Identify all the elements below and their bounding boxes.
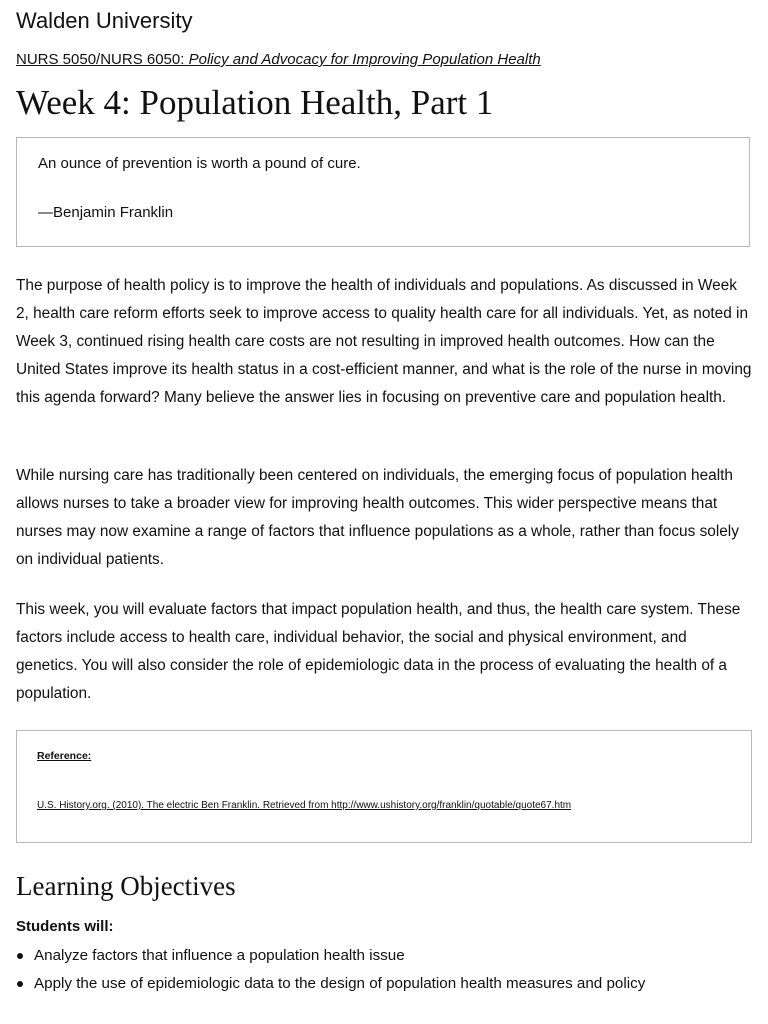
intro-paragraph-3: This week, you will evaluate factors that impact population health, and thus, the health care system. These factors include access to health care, individual behavior, the social and physical environment, and genetics. You will also consider the role of epidemiologic data in the process of evaluating the health of a population. — [16, 601, 741, 702]
reference-label: Reference: — [37, 750, 92, 762]
quote-text: An ounce of prevention is worth a pound of cure. — [38, 155, 361, 172]
objectives-list — [16, 942, 752, 998]
intro-paragraph-2: While nursing care has traditionally been centered on individuals, the emerging focus of population health allows nurses to take a broader view for improving health outcomes. This wider perspective means that nurses may now examine a range of factors that influence populations as a whole, rather than focus solely on individual patients. — [16, 467, 739, 568]
learning-objectives-heading: Learning Objectives — [16, 871, 236, 901]
page-title: Week 4: Population Health, Part 1 — [16, 83, 494, 122]
objective-text: Apply the use of epidemiologic data to the design of population health measures and policy — [34, 975, 646, 992]
quote-author: —Benjamin Franklin — [38, 204, 174, 221]
course-name: Policy and Advocacy for Improving Population Health — [188, 51, 541, 68]
list-item — [16, 970, 752, 998]
list-item — [16, 942, 752, 970]
intro-paragraph-1: The purpose of health policy is to improve the health of individuals and populations. As discussed in Week 2, health care reform efforts seek to improve access to quality health care for all individuals. Yet, as noted in Week 3, continued rising health care costs are not resulting in improved health outcomes. How can the United States improve its health status in a cost-efficient manner, and what is the role of the nurse in moving this agenda forward? Many believe the answer lies in focusing on preventive care and population health. — [16, 277, 752, 406]
course-code: NURS 5050/NURS 6050: — [16, 51, 185, 68]
objectives-intro: Students will: — [16, 918, 114, 935]
bullet-icon — [17, 981, 23, 987]
reference-box — [16, 730, 752, 843]
objective-text: Analyze factors that influence a population health issue — [34, 947, 405, 964]
reference-citation-link[interactable]: U.S. History.org. (2010). The electric Ben Franklin. Retrieved from http://www.ushistory.org/franklin/quotable/quote67.htm — [37, 800, 572, 811]
quote-box — [16, 137, 750, 247]
course-title-link[interactable] — [16, 50, 541, 70]
bullet-icon — [17, 953, 23, 959]
university-name: Walden University — [16, 8, 193, 33]
